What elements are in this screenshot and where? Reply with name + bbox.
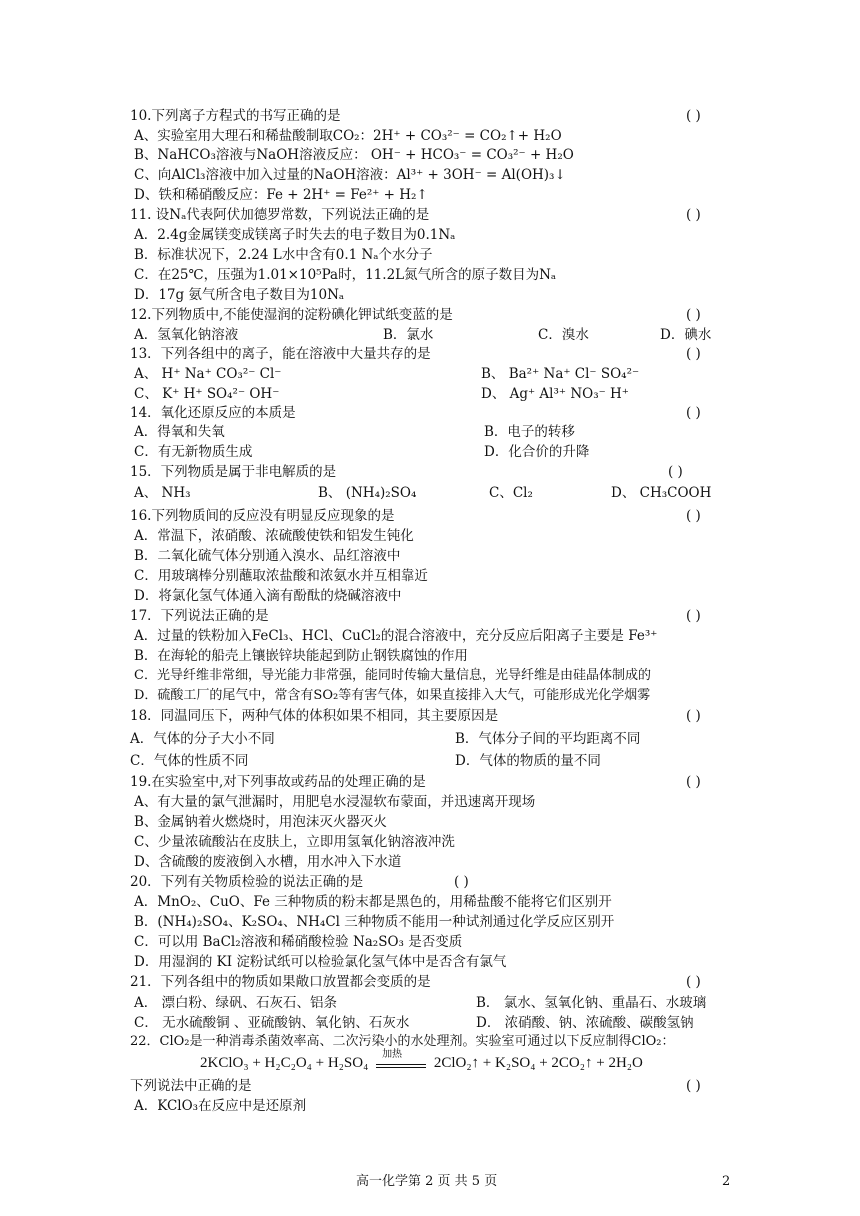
q15-answer-blank: ( )	[668, 464, 683, 480]
q17-answer-blank: ( )	[686, 608, 701, 624]
q21-option-a: A． 漂白粉、绿矾、石灰石、铝条	[134, 995, 338, 1011]
q22-answer-blank: ( )	[686, 1078, 701, 1094]
q15-option-b: B、 (NH₄)₂SO₄	[318, 485, 417, 501]
q17-stem: 17．下列说法正确的是	[130, 608, 269, 624]
q20-option-d: D．用湿润的 KI 淀粉试纸可以检验氯化氢气体中是否含有氯气	[134, 954, 507, 970]
q22-reaction-arrow	[376, 1048, 426, 1075]
q17-option-a: A．过量的铁粉加入FeCl₃、HCl、CuCl₂的混合溶液中，充分反应后阳离子主要是 Fe³⁺	[134, 628, 658, 644]
q22-ask: 下列说法中正确的是	[130, 1078, 252, 1094]
q18-option-c: C．气体的性质不同	[130, 753, 249, 769]
q22-stem: 22．ClO₂是一种消毒杀菌效率高、二次污染小的水处理剂。实验室可通过以下反应制得ClO₂：	[130, 1034, 675, 1049]
q16-option-a: A．常温下，浓硝酸、浓硫酸使铁和铝发生钝化	[134, 528, 414, 544]
q14-answer-blank: ( )	[686, 405, 701, 421]
q11-option-c: C．在25℃，压强为1.01×10⁵Pa时，11.2L氮气所含的原子数目为Nₐ	[134, 267, 557, 283]
q17-option-c: C．光导纤维非常细，导光能力非常强，能同时传输大量信息，光导纤维是由硅晶体制成的	[134, 668, 651, 683]
q16-answer-blank: ( )	[686, 508, 701, 524]
q15-option-c: C、Cl₂	[489, 485, 533, 501]
q21-option-b: B． 氯水、氢氧化钠、重晶石、水玻璃	[476, 995, 707, 1011]
q10-stem: 10.下列离子方程式的书写正确的是	[130, 108, 341, 124]
q12-answer-blank: ( )	[686, 307, 701, 323]
q15-stem: 15．下列物质是属于非电解质的是	[130, 464, 337, 480]
q12-option-a: A．氢氧化钠溶液	[134, 327, 239, 343]
q14-option-c: C．有无新物质生成	[134, 444, 253, 460]
q11-option-a: A．2.4g金属镁变成镁离子时失去的电子数目为0.1Nₐ	[134, 227, 456, 243]
q10-option-b: B、NaHCO₃溶液与NaOH溶液反应： OH⁻ + HCO₃⁻ = CO₃²⁻ + H₂O	[134, 147, 574, 163]
q14-option-a: A．得氧和失氧	[134, 424, 225, 440]
q11-option-b: B．标准状况下，2.24 L水中含有0.1 Nₐ个水分子	[134, 247, 433, 263]
q20-answer-blank: ( )	[454, 874, 469, 890]
q13-option-b: B、 Ba²⁺ Na⁺ Cl⁻ SO₄²⁻	[481, 366, 640, 382]
q18-option-b: B．气体分子间的平均距离不同	[455, 731, 641, 747]
q21-stem: 21．下列各组中的物质如果敞口放置都会变质的是	[130, 974, 431, 990]
q18-option-a: A．气体的分子大小不同	[130, 731, 275, 747]
q16-option-b: B．二氧化硫气体分别通入溴水、品红溶液中	[134, 548, 401, 564]
q21-option-c: C． 无水硫酸铜 、亚硫酸钠、氧化钠、石灰水	[134, 1015, 410, 1031]
q20-option-a: A．MnO₂、CuO、Fe 三种物质的粉末都是黑色的，用稀盐酸不能将它们区别开	[134, 894, 612, 910]
q22-reaction-equation	[200, 1048, 643, 1074]
page-footer: 高一化学第 2 页 共 5 页	[356, 1174, 498, 1189]
q14-stem: 14．氧化还原反应的本质是	[130, 405, 296, 421]
q16-option-d: D．将氯化氢气体通入滴有酚酞的烧碱溶液中	[134, 588, 402, 604]
q19-answer-blank: ( )	[686, 774, 701, 790]
q17-option-b: B．在海轮的船壳上镶嵌锌块能起到防止钢铁腐蚀的作用	[134, 648, 468, 664]
q15-option-d: D、 CH₃COOH	[611, 485, 712, 501]
q13-option-a: A、 H⁺ Na⁺ CO₃²⁻ Cl⁻	[134, 366, 282, 382]
q10-answer-blank: ( )	[686, 108, 701, 124]
q16-stem: 16.下列物质间的反应没有明显反应现象的是	[130, 508, 395, 524]
q21-answer-blank: ( )	[686, 974, 701, 990]
page-number: 2	[722, 1174, 731, 1189]
q19-option-c: C、少量浓硫酸沾在皮肤上，立即用氢氧化钠溶液冲洗	[134, 834, 455, 850]
q12-option-d: D．碘水	[660, 327, 712, 343]
q10-option-d: D、铁和稀硝酸反应：Fe + 2H⁺ = Fe²⁺ + H₂↑	[134, 187, 428, 203]
q13-option-c: C、 K⁺ H⁺ SO₄²⁻ OH⁻	[134, 386, 280, 402]
q20-option-b: B．(NH₄)₂SO₄、K₂SO₄、NH₄Cl 三种物质不能用一种试剂通过化学反应区别开	[134, 914, 615, 930]
q13-answer-blank: ( )	[686, 346, 701, 362]
q13-stem: 13．下列各组中的离子，能在溶液中大量共存的是	[130, 346, 431, 362]
q20-stem: 20．下列有关物质检验的说法正确的是	[130, 874, 364, 890]
q17-option-d: D．硫酸工厂的尾气中，常含有SO₂等有害气体，如果直接排入大气，可能形成光化学烟雾	[134, 688, 651, 703]
q10-option-c: C、向AlCl₃溶液中加入过量的NaOH溶液：Al³⁺ + 3OH⁻ = Al(OH)₃↓	[134, 167, 566, 183]
q19-option-b: B、金属钠着火燃烧时，用泡沫灭火器灭火	[134, 814, 387, 830]
q12-option-c: C．溴水	[538, 327, 589, 343]
q13-option-d: D、 Ag⁺ Al³⁺ NO₃⁻ H⁺	[481, 386, 629, 402]
q12-option-b: B．氯水	[383, 327, 434, 343]
q10-option-a: A、实验室用大理石和稀盐酸制取CO₂：2H⁺ + CO₃²⁻ = CO₂↑+ H₂O	[134, 128, 562, 144]
q18-stem: 18．同温同压下，两种气体的体积如果不相同，其主要原因是	[130, 708, 499, 724]
q22-reactants: 2KClO₃ + H₂C₂O₄ + H₂SO₄	[200, 1055, 369, 1071]
q19-option-d: D、含硫酸的废液倒入水槽，用水冲入下水道	[134, 854, 402, 870]
q18-option-d: D．气体的物质的量不同	[455, 753, 601, 769]
q14-option-d: D．化合价的升降	[484, 444, 590, 460]
q14-option-b: B．电子的转移	[484, 424, 575, 440]
q22-products: 2ClO₂↑ + K₂SO₄ + 2CO₂↑ + 2H₂O	[433, 1055, 643, 1071]
q16-option-c: C．用玻璃棒分别蘸取浓盐酸和浓氨水并互相靠近	[134, 568, 428, 584]
q15-option-a: A、 NH₃	[134, 485, 191, 501]
q11-option-d: D．17g 氨气所含电子数目为10Nₐ	[134, 287, 345, 303]
q18-answer-blank: ( )	[686, 708, 701, 724]
q11-stem: 11. 设Nₐ代表阿伏加德罗常数，下列说法正确的是	[130, 207, 430, 223]
q20-option-c: C．可以用 BaCl₂溶液和稀硝酸检验 Na₂SO₃ 是否变质	[134, 934, 463, 950]
q19-option-a: A、有大量的氯气泄漏时，用肥皂水浸湿软布蒙面，并迅速离开现场	[134, 794, 536, 810]
q21-option-d: D． 浓硝酸、钠、浓硫酸、碳酸氢钠	[476, 1015, 694, 1031]
q19-stem: 19.在实验室中,对下列事故或药品的处理正确的是	[130, 774, 426, 790]
q22-condition: 加热	[382, 1048, 403, 1060]
q22-option-a: A．KClO₃在反应中是还原剂	[134, 1098, 307, 1114]
q12-stem: 12.下列物质中,不能使湿润的淀粉碘化钾试纸变蓝的是	[130, 307, 453, 323]
q11-answer-blank: ( )	[686, 207, 701, 223]
